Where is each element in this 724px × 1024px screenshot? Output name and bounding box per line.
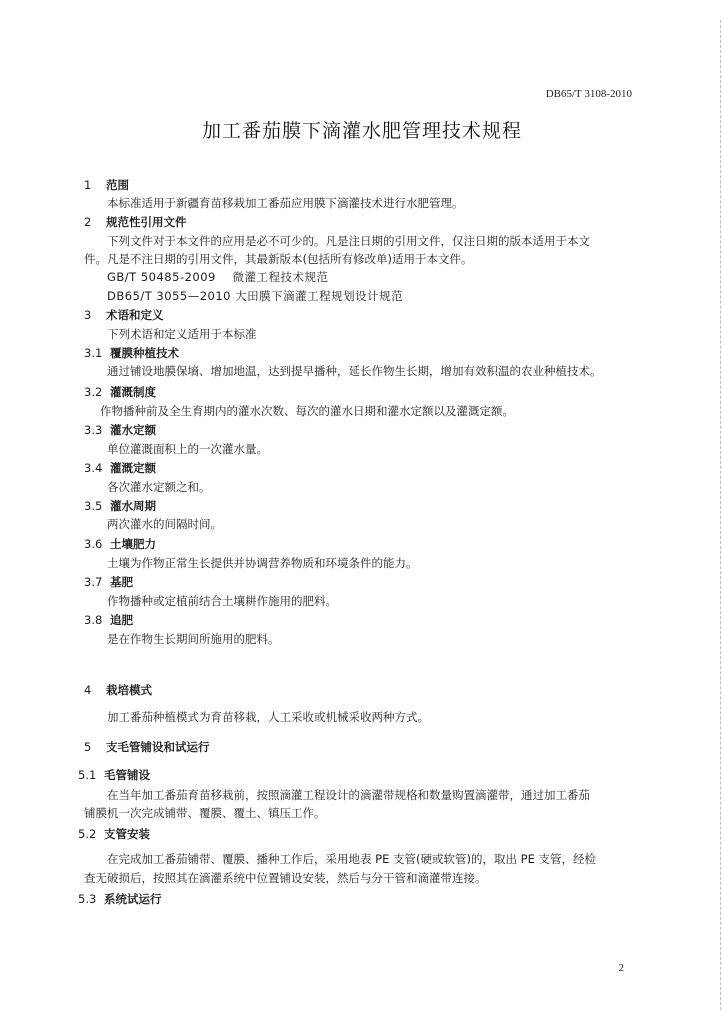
section-2-text-line-1: 下列文件对于本文件的应用是必不可少的。凡是注日期的引用文件，仅注日期的版本适用于本文 [107, 234, 590, 248]
section-1-text: 本标准适用于新疆育苗移栽加工番茄应用膜下滴灌技术进行水肥管理。 [107, 196, 464, 210]
term-3-2-text: 作物播种前及全生育期内的灌水次数、每次的灌水日期和灌水定额以及灌溉定额。 [100, 404, 514, 418]
section-5-heading: 5 支毛管铺设和试运行 [84, 740, 210, 754]
term-3-2-heading: 3.2 灌溉制度 [84, 385, 156, 399]
section-5-2-text-line-1: 在完成加工番茄铺带、覆膜、播种工作后，采用地表 PE 支管(硬或软管)的，取出 PE 支管，经检 [107, 852, 596, 866]
section-5-2-heading: 5.2 支管安装 [78, 827, 150, 841]
section-2-text-line-2: 件。凡是不注日期的引用文件，其最新版本(包括所有修改单)适用于本文件。 [84, 252, 473, 266]
reference-2: DB65/T 3055—2010 大田膜下滴灌工程规划设计规范 [107, 289, 404, 303]
term-3-1-heading: 3.1 覆膜种植技术 [84, 346, 179, 360]
term-3-4-text: 各次灌水定额之和。 [107, 480, 211, 494]
section-2-heading: 2 规范性引用文件 [84, 215, 187, 229]
term-3-3-heading: 3.3 灌水定额 [84, 423, 156, 437]
term-3-8-text: 是在作物生长期间所施用的肥料。 [107, 632, 280, 646]
term-3-5-heading: 3.5 灌水周期 [84, 499, 156, 513]
term-3-6-heading: 3.6 土壤肥力 [84, 537, 156, 551]
term-3-5-text: 两次灌水的间隔时间。 [107, 517, 222, 531]
term-3-3-text: 单位灌溉面积上的一次灌水量。 [107, 442, 268, 456]
term-3-1-text: 通过铺设地膜保墒、增加地温，达到提早播种，延长作物生长期，增加有效积温的农业种植技术。 [107, 364, 602, 378]
term-3-6-text: 土壤为作物正常生长提供并协调营养物质和环境条件的能力。 [107, 556, 418, 570]
section-1-heading: 1 范围 [84, 178, 129, 192]
term-3-4-heading: 3.4 灌溉定额 [84, 461, 156, 475]
term-3-8-heading: 3.8 追肥 [84, 613, 133, 627]
section-4-text: 加工番茄种植模式为育苗移栽，人工采收或机械采收两种方式。 [107, 710, 429, 724]
document-title: 加工番茄膜下滴灌水肥管理技术规程 [201, 120, 522, 142]
reference-1: GB/T 50485-2009 微灌工程技术规范 [107, 270, 329, 284]
scan-edge [718, 20, 721, 1010]
term-3-7-text: 作物播种或定植前结合土壤耕作施用的肥料。 [107, 594, 337, 608]
section-5-1-heading: 5.1 毛管铺设 [78, 768, 150, 782]
term-3-7-heading: 3.7 基肥 [84, 575, 133, 589]
section-5-2-text-line-2: 查无破损后，按照其在滴灌系统中位置铺设安装，然后与分干管和滴灌带连接。 [84, 871, 487, 885]
section-4-heading: 4 栽培模式 [84, 683, 152, 697]
section-5-3-heading: 5.3 系统试运行 [78, 892, 162, 906]
section-5-1-text-line-1: 在当年加工番茄育苗移栽前，按照滴灌工程设计的滴灌带规格和数量购置滴灌带，通过加工番茄 [107, 788, 590, 802]
standard-code: DB65/T 3108-2010 [545, 88, 632, 100]
section-3-heading: 3 术语和定义 [84, 308, 164, 322]
section-5-1-text-line-2: 铺膜机一次完成铺带、覆膜、覆土、镇压工作。 [84, 806, 326, 820]
page-number: 2 [618, 962, 624, 974]
section-3-text: 下列术语和定义适用于本标准 [107, 327, 257, 341]
